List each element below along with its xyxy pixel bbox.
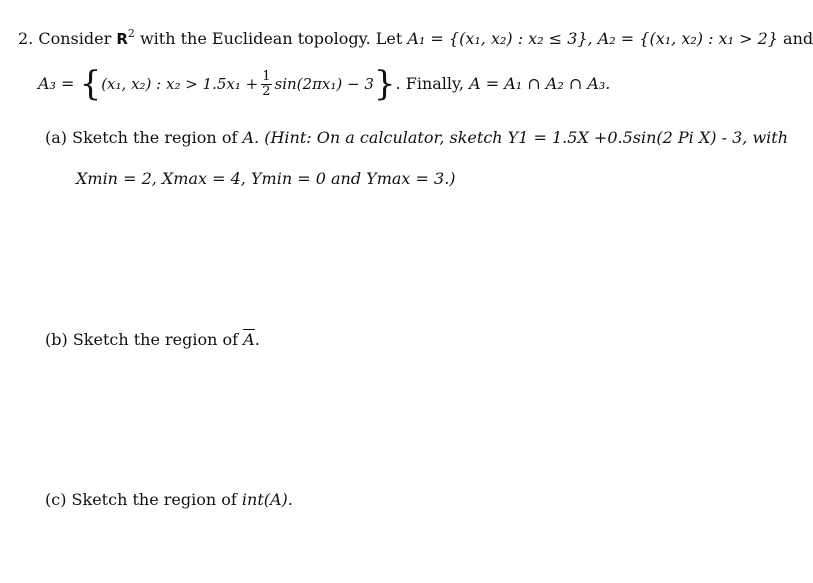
part-a-label: (a) (45, 128, 68, 147)
a-definition: A = A₁ ∩ A₂ ∩ A₃. (469, 74, 611, 93)
and-text: and (783, 29, 813, 48)
a1-definition: A₁ = {(x₁, x₂) : x₂ ≤ 3}, (407, 29, 593, 48)
part-b-period: . (254, 330, 260, 349)
right-brace: } (373, 64, 396, 104)
left-brace: { (79, 64, 102, 104)
part-b-label: (b) (45, 330, 68, 349)
a2-definition: A₂ = {(x₁, x₂) : x₁ > 2} (597, 29, 778, 48)
part-b-text: Sketch the region of (72, 330, 239, 349)
part-a-text: Sketch the region of (72, 128, 238, 147)
part-a-line-1 (45, 128, 788, 148)
a3-set-right: sin(2πx₁) − 3 (274, 75, 374, 93)
a3-set-left: (x₁, x₂) : x₂ > 1.5x₁ + (101, 75, 259, 93)
part-b-line (45, 330, 260, 350)
one-half-fraction (261, 70, 271, 99)
part-b-closure-var: $\overline{A}$ (243, 330, 255, 349)
space-symbol: R (116, 30, 128, 48)
intro-text: Consider (38, 29, 112, 48)
part-a-line-2 (76, 169, 456, 189)
finally-text: . Finally, (395, 74, 465, 93)
topology-text: with the Euclidean topology. Let (139, 29, 403, 48)
part-a-var: A. (242, 128, 260, 147)
part-c-line (45, 490, 293, 510)
space-exponent: 2 (127, 27, 135, 40)
part-c-text: Sketch the region of (71, 490, 237, 509)
part-c-interior-var: int(A). (241, 490, 293, 509)
a3-lhs: A₃ = (38, 74, 75, 93)
part-a-hint-line-2: Xmin = 2, Xmax = 4, Ymin = 0 and Ymax = 3.) (76, 169, 456, 188)
problem-number: 2. (18, 29, 34, 48)
fraction-numerator: 1 (262, 69, 271, 84)
problem-statement-line-2 (38, 64, 611, 104)
problem-statement-line-1 (18, 29, 813, 49)
part-c-label: (c) (45, 490, 67, 509)
fraction-denominator: 2 (262, 84, 271, 99)
part-a-hint-line-1: (Hint: On a calculator, sketch Y1 = 1.5X +0.5sin(2 Pi X) - 3, with (264, 128, 788, 147)
